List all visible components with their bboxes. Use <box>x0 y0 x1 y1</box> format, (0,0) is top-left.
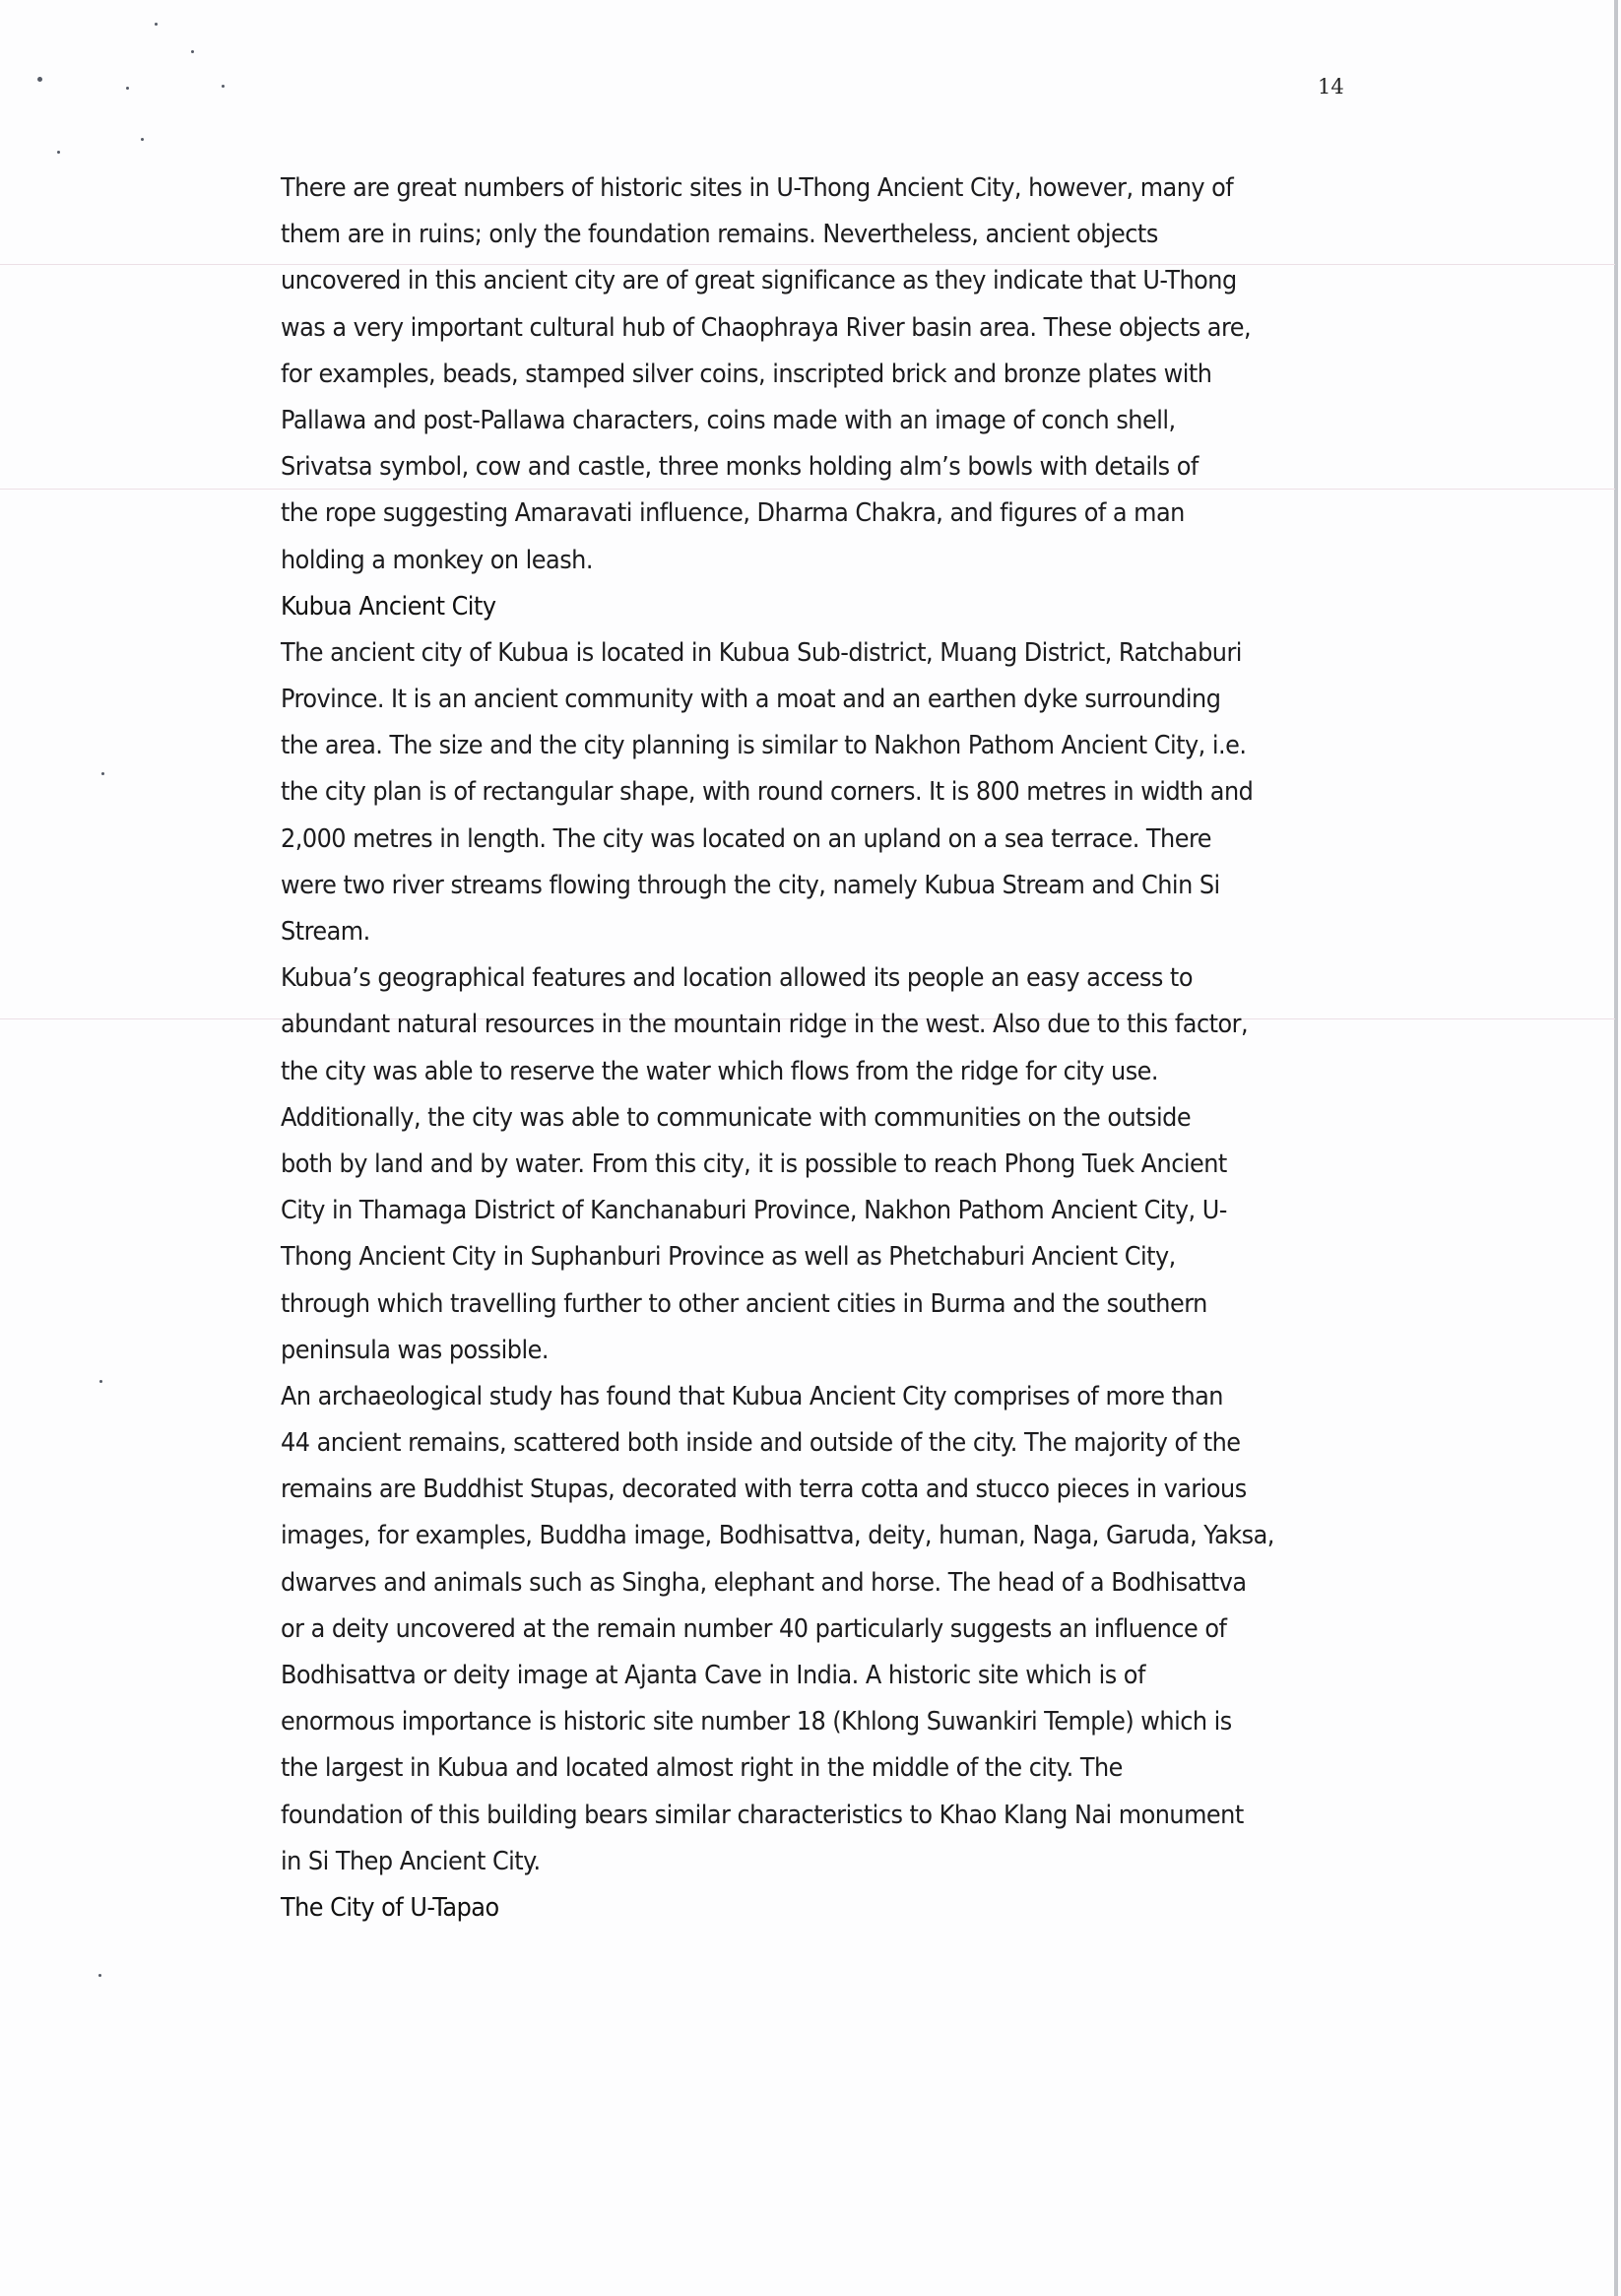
scan-speck <box>141 138 144 141</box>
text-line: the rope suggesting Amaravati influence, Dharma Chakra, and figures of a man <box>281 498 1185 529</box>
text-line: or a deity uncovered at the remain number 40 particularly suggests an influence of <box>281 1613 1227 1644</box>
section-heading: Kubua Ancient City <box>281 591 496 622</box>
scan-speck <box>222 85 225 88</box>
text-line: remains are Buddhist Stupas, decorated with terra cotta and stucco pieces in various <box>281 1475 1247 1505</box>
text-line: the area. The size and the city planning is similar to Nakhon Pathom Ancient City, i.e. <box>281 731 1247 761</box>
scan-edge <box>1614 0 1618 2296</box>
text-line: both by land and by water. From this city, it is possible to reach Phong Tuek Ancient <box>281 1148 1227 1179</box>
text-line: for examples, beads, stamped silver coins, inscripted brick and bronze plates with <box>281 359 1212 389</box>
text-line: holding a monkey on leash. <box>281 545 593 575</box>
text-line: Stream. <box>281 917 370 947</box>
text-line: images, for examples, Buddha image, Bodhisattva, deity, human, Naga, Garuda, Yaksa, <box>281 1521 1274 1551</box>
text-line: Bodhisattva or deity image at Ajanta Cave in India. A historic site which is of <box>281 1661 1145 1690</box>
text-line: the city plan is of rectangular shape, with round corners. It is 800 metres in width and <box>281 777 1254 808</box>
scan-speck <box>155 23 158 26</box>
scan-speck <box>37 77 42 82</box>
scan-speck <box>191 50 194 53</box>
text-line: Kubua’s geographical features and location allowed its people an easy access to <box>281 963 1193 994</box>
scan-speck <box>98 1974 101 1977</box>
text-line: the city was able to reserve the water which flows from the ridge for city use. <box>281 1056 1159 1086</box>
document-body <box>281 165 1344 1932</box>
scan-speck <box>101 772 104 775</box>
text-line: dwarves and animals such as Singha, elephant and horse. The head of a Bodhisattva <box>281 1567 1247 1598</box>
text-line: through which travelling further to other ancient cities in Burma and the southern <box>281 1288 1207 1319</box>
text-line: Pallawa and post-Pallawa characters, coins made with an image of conch shell, <box>281 405 1176 435</box>
scan-speck <box>57 151 60 154</box>
text-line: them are in ruins; only the foundation remains. Nevertheless, ancient objects <box>281 220 1158 250</box>
text-line: was a very important cultural hub of Chaophraya River basin area. These objects are, <box>281 312 1252 343</box>
scan-speck <box>99 1380 102 1383</box>
text-line: were two river streams flowing through the city, namely Kubua Stream and Chin Si <box>281 870 1220 900</box>
section-heading: The City of U-Tapao <box>281 1892 499 1923</box>
text-line: There are great numbers of historic sites in U-Thong Ancient City, however, many of <box>281 173 1234 203</box>
text-line: the largest in Kubua and located almost right in the middle of the city. The <box>281 1753 1123 1784</box>
text-line: Additionally, the city was able to communicate with communities on the outside <box>281 1102 1192 1133</box>
text-line: An archaeological study has found that Kubua Ancient City comprises of more than <box>281 1381 1223 1411</box>
text-line: foundation of this building bears similar characteristics to Khao Klang Nai monument <box>281 1800 1244 1830</box>
page-number: 14 <box>1318 75 1344 98</box>
text-line: Thong Ancient City in Suphanburi Province as well as Phetchaburi Ancient City, <box>281 1242 1176 1273</box>
text-line: enormous importance is historic site number 18 (Khlong Suwankiri Temple) which is <box>281 1707 1232 1738</box>
text-line: 2,000 metres in length. The city was located on an upland on a sea terrace. There <box>281 823 1212 854</box>
text-line: Srivatsa symbol, cow and castle, three monks holding alm’s bowls with details of <box>281 452 1199 483</box>
scan-speck <box>126 87 129 90</box>
text-line: peninsula was possible. <box>281 1335 549 1365</box>
text-line: 44 ancient remains, scattered both inside and outside of the city. The majority of the <box>281 1428 1241 1459</box>
text-line: in Si Thep Ancient City. <box>281 1846 541 1876</box>
text-line: uncovered in this ancient city are of great significance as they indicate that U-Thong <box>281 266 1237 296</box>
text-line: abundant natural resources in the mountain ridge in the west. Also due to this factor, <box>281 1010 1249 1040</box>
text-line: City in Thamaga District of Kanchanaburi Province, Nakhon Pathom Ancient City, U- <box>281 1196 1227 1226</box>
text-line: Province. It is an ancient community with a moat and an earthen dyke surrounding <box>281 685 1221 715</box>
text-line: The ancient city of Kubua is located in Kubua Sub-district, Muang District, Ratchaburi <box>281 637 1242 668</box>
